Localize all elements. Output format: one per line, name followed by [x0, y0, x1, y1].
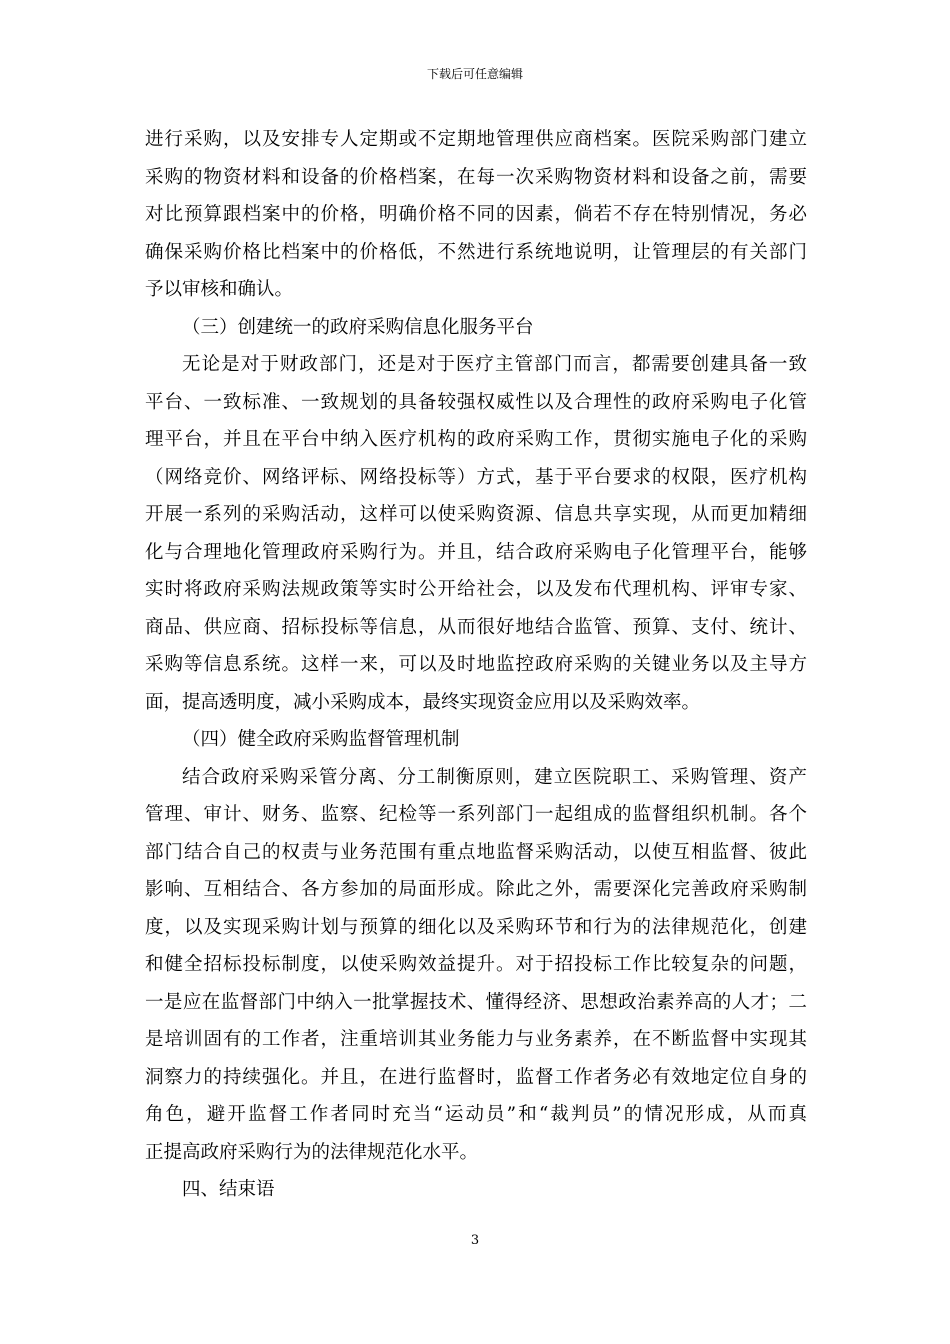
text-line: 采购等信息系统。这样一来，可以及时地监控政府采购的关键业务以及主导方: [145, 654, 807, 675]
text-line: 洞察力的持续强化。并且，在进行监督时，监督工作者务必有效地定位自身的: [145, 1066, 807, 1088]
text-line: 采购的物资材料和设备的价格档案，在每一次采购物资材料和设备之前，需要: [145, 166, 807, 188]
text-line: 无论是对于财政部门，还是对于医疗主管部门而言，都需要创建具备一致: [182, 354, 807, 375]
text-line: 平台、一致标准、一致规划的具备较强权威性以及合理性的政府采购电子化管: [145, 391, 807, 413]
text-line: 开展一系列的采购活动，这样可以使采购资源、信息共享实现，从而更加精细: [145, 504, 807, 525]
text-line: 理平台，并且在平台中纳入医疗机构的政府采购工作，贯彻实施电子化的采购: [145, 429, 807, 450]
text-line: 管理、审计、财务、监察、纪检等一系列部门一起组成的监督组织机制。各个: [145, 804, 807, 825]
text-line: 确保采购价格比档案中的价格低，不然进行系统地说明，让管理层的有关部门: [145, 241, 807, 263]
section-heading: （三）创建统一的政府采购信息化服务平台: [182, 316, 534, 338]
text-line: 影响、互相结合、各方参加的局面形成。除此之外，需要深化完善政府采购制: [145, 879, 807, 900]
text-line: 正提高政府采购行为的法律规范化水平。: [145, 1141, 479, 1163]
section-heading: （四）健全政府采购监督管理机制: [182, 729, 460, 750]
text-line: 是培训固有的工作者，注重培训其业务能力与业务素养，在不断监督中实现其: [145, 1029, 807, 1050]
text-line: 部门结合自己的权责与业务范围有重点地监督采购活动，以使互相监督、彼此: [145, 841, 807, 863]
section-heading: 四、结束语: [182, 1179, 275, 1200]
text-line: 角色，避开监督工作者同时充当“运动员”和“裁判员”的情况形成，从而真: [145, 1104, 807, 1125]
text-line: 一是应在监督部门中纳入一批掌握技术、懂得经济、思想政治素养高的人才；二: [145, 991, 807, 1013]
page-header: 下载后可任意编辑: [426, 67, 523, 81]
text-line: 商品、供应商、招标投标等信息，从而很好地结合监管、预算、支付、统计、: [145, 616, 807, 638]
page-number: 3: [470, 1233, 480, 1248]
text-line: 实时将政府采购法规政策等实时公开给社会，以及发布代理机构、评审专家、: [145, 579, 807, 600]
text-line: 结合政府采购采管分离、分工制衡原则，建立医院职工、采购管理、资产: [182, 766, 807, 788]
text-line: 予以审核和确认。: [145, 279, 294, 300]
text-line: 化与合理地化管理政府采购行为。并且，结合政府采购电子化管理平台，能够: [145, 541, 807, 563]
document-body: [145, 121, 807, 1209]
text-line: 对比预算跟档案中的价格，明确价格不同的因素，倘若不存在特别情况，务必: [145, 204, 807, 225]
text-line: （网络竞价、网络评标、网络投标等）方式，基于平台要求的权限，医疗机构: [145, 466, 807, 488]
text-line: 面，提高透明度，减小采购成本，最终实现资金应用以及采购效率。: [145, 691, 701, 713]
text-line: 进行采购，以及安排专人定期或不定期地管理供应商档案。医院采购部门建立: [145, 129, 807, 150]
text-line: 度，以及实现采购计划与预算的细化以及采购环节和行为的法律规范化，创建: [145, 916, 807, 938]
text-line: 和健全招标投标制度，以使采购效益提升。对于招投标工作比较复杂的问题，: [145, 954, 807, 975]
